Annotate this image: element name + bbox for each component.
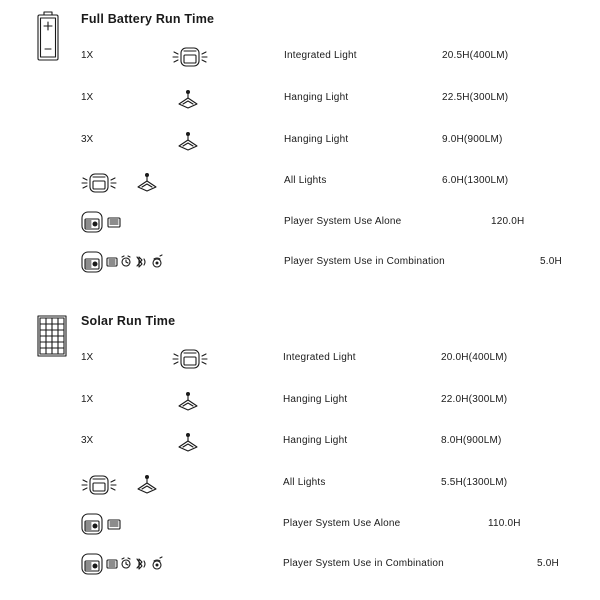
row-value: 22.0H(300LM) xyxy=(441,394,508,405)
row-value: 5.5H(1300LM) xyxy=(441,477,508,488)
row-label: Player System Use Alone xyxy=(284,216,402,227)
table-row xyxy=(0,253,600,273)
row-value: 110.0H xyxy=(488,518,521,529)
row-label: Player System Use Alone xyxy=(283,518,401,529)
table-row xyxy=(0,131,600,151)
row-label: Player System Use in Combination xyxy=(283,558,444,569)
row-value: 120.0H xyxy=(491,216,525,227)
player-combination-icon xyxy=(81,251,167,278)
row-quantity: 3X xyxy=(81,134,94,145)
table-row xyxy=(0,89,600,109)
all-lights-icon xyxy=(81,172,163,199)
hanging-light-icon xyxy=(177,89,199,114)
table-row xyxy=(0,555,600,575)
table-row xyxy=(0,349,600,369)
row-label: Hanging Light xyxy=(283,435,348,446)
table-row xyxy=(0,391,600,411)
row-label: All Lights xyxy=(284,175,327,186)
row-value: 8.0H(900LM) xyxy=(441,435,502,446)
row-quantity: 3X xyxy=(81,435,94,446)
row-label: Integrated Light xyxy=(283,352,356,363)
row-value: 20.5H(400LM) xyxy=(442,50,509,61)
table-row xyxy=(0,213,600,233)
row-label: Hanging Light xyxy=(284,134,349,145)
table-row xyxy=(0,172,600,192)
player-system-icon xyxy=(81,211,125,238)
row-value: 6.0H(1300LM) xyxy=(442,175,509,186)
hanging-light-icon xyxy=(177,131,199,156)
row-quantity: 1X xyxy=(81,352,94,363)
table-row xyxy=(0,432,600,452)
row-value: 20.0H(400LM) xyxy=(441,352,508,363)
battery-section xyxy=(0,0,600,290)
player-combination-icon xyxy=(81,553,167,580)
table-row xyxy=(0,47,600,67)
row-quantity: 1X xyxy=(81,92,94,103)
row-value: 22.5H(300LM) xyxy=(442,92,509,103)
row-label: Hanging Light xyxy=(283,394,348,405)
row-value: 5.0H xyxy=(540,256,562,267)
battery-section-title: Full Battery Run Time xyxy=(81,12,215,26)
all-lights-icon xyxy=(81,474,163,501)
row-label: Player System Use in Combination xyxy=(284,256,445,267)
table-row xyxy=(0,474,600,494)
hanging-light-icon xyxy=(177,432,199,457)
integrated-light-icon xyxy=(172,349,208,374)
row-quantity: 1X xyxy=(81,50,94,61)
solar-section xyxy=(0,305,600,595)
hanging-light-icon xyxy=(177,391,199,416)
row-label: Integrated Light xyxy=(284,50,357,61)
row-value: 9.0H(900LM) xyxy=(442,134,503,145)
table-row xyxy=(0,515,600,535)
row-label: All Lights xyxy=(283,477,326,488)
player-system-icon xyxy=(81,513,125,540)
row-value: 5.0H xyxy=(537,558,559,569)
row-label: Hanging Light xyxy=(284,92,349,103)
row-quantity: 1X xyxy=(81,394,94,405)
integrated-light-icon xyxy=(172,47,208,72)
solar-section-title: Solar Run Time xyxy=(81,314,176,328)
